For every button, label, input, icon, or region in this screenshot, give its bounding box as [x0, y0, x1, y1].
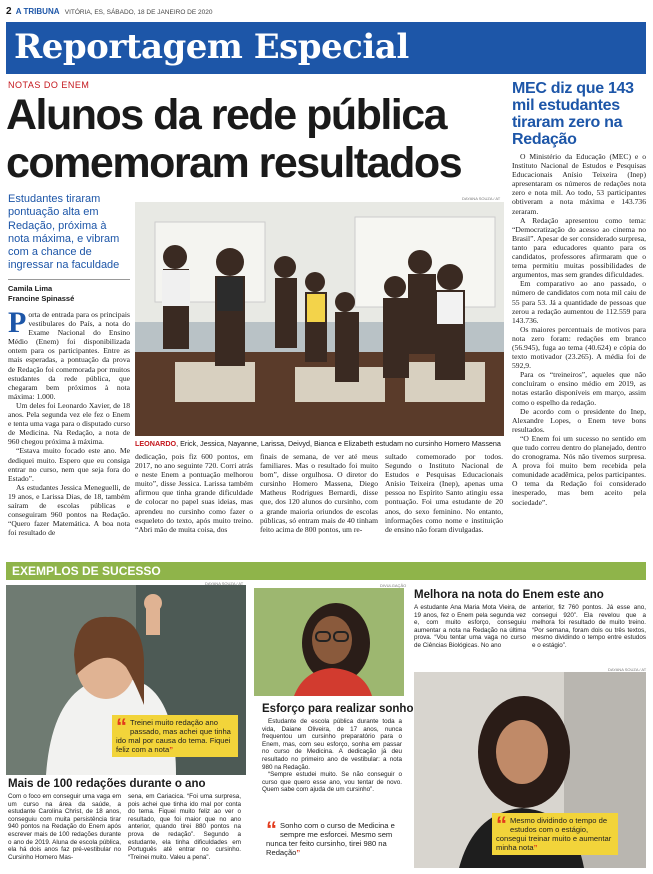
story2-photo-credit: DIVULGAÇÃO: [380, 583, 407, 588]
byline-rule: [8, 279, 130, 280]
story3-photo-credit: DAYANA SOUZA / AT: [608, 667, 647, 672]
kicker: NOTAS DO ENEM: [8, 80, 90, 90]
examples-banner: [6, 562, 646, 580]
byline-1: Camila Lima: [8, 284, 53, 293]
col1-p2: Um deles foi Leonardo Xavier, de 18 anos. Pela segunda vez ele fez o Enem e tenta uma vaga para o disputado curso de Medicina. Na Redação, a nota de 960 chegou próxima à máxima.: [8, 400, 130, 447]
col1-p3: “Estava muito focado este ano. Me dediquei muito. Espero que eu consiga entrar no curso, nem que seja fora do Estado”.: [8, 446, 130, 483]
col1-p4: As estudantes Jessica Meneguelli, de 19 anos, e Larissa Dias, de 18, também saíram de escolas públicas e conseguiram 960 pontos na Redação. “Quero fazer Matemática. A boa nota foi resultado de: [8, 482, 130, 538]
page-number: 2: [6, 6, 12, 17]
col1-p1: orta de entrada para os principais vestibulares do País, a nota do Exame Nacional do Ensino Médio (Enem) foi disponibilizada ontem para os participantes. Entre as mais esperadas, a pontuação da prova de Redação foi comemorada por muitos estudantes da rede pública, que chegaram bem próximos à nota máxima: 1.000.: [8, 310, 130, 401]
sidebar-headline: MEC diz que 143 mil estudantes tiraram zero na Redação: [512, 80, 634, 148]
examples-banner-title: EXEMPLOS DE SUCESSO: [12, 564, 161, 578]
students-photo-illustration: [135, 202, 504, 436]
story3-column-1: A estudante Ana Maria Mota Vieira, de 19 anos, fez o Enem pela segunda vez e, com muito esforço, conseguiu aumentar a nota na Redação na última prova. “Vou tentar uma vaga no curso de Ciências Biológicas. No ano: [414, 604, 526, 649]
sidebar-p3: Em comparativo ao ano passado, o número de candidatos com nota mil caiu de 55 para 53. Já a quantidade de pessoas que zerou a redação aumentou de 112.559 para 143.736.: [512, 279, 646, 325]
story3-quote-text: Mesmo dividindo o tempo de estudos com o estágio, consegui treinar muito e aumentar minha nota: [496, 816, 612, 853]
page-header: [6, 6, 646, 20]
main-photo-credit: DAYANA SOUZA / AT: [462, 196, 501, 201]
story1-column-1: Com o foco em conseguir uma vaga em um curso na área da saúde, a estudante Carolina Christ, de 18 anos, conseguiu com muita persistência tirar 940 pontos na Redação do Enem após escrever mais de 100 redações durante o ano de 2019. Aluna de escola pública, ela há dois anos faz pré-vestibular no Cursinho Homero Mas-: [8, 793, 121, 861]
story1-quote: [112, 715, 238, 757]
story2-photo: [254, 588, 404, 696]
main-column-2: dedicação, pois fiz 600 pontos, em 2017, no ano seguinte 720. Corri atrás e neste Enem a pontuação melhorou muito”, disse Jessica. Larissa também afirmou que tinha grande dificuldade de colocar no papel suas ideias, mas aprendeu no cursinho como fazer o esqueleto do texto, após muito treino. “Abri mão de muita coisa, dos: [135, 452, 253, 534]
sidebar-p5: Para os “treineiros”, aqueles que não concluíram o ensino médio em 2019, as notas estarão disponíveis em março, assim como o espelho da redação.: [512, 370, 646, 407]
story3-column-2: anterior, fiz 760 pontos. Já esse ano, consegui 920”. Ela revelou que a melhora foi resultado de muito treino. “Por semana, foram dois ou três textos, mesmo dividindo o tempo entre estudos e o estágio”.: [532, 604, 646, 649]
daiane-photo-illustration: [254, 588, 404, 696]
story1-column-2: sena, em Cariacica. “Foi uma surpresa, pois achei que tinha ido mal por conta do tema. Fiquei muito feliz ao ver o resultado, que foi maior que no ano anterior, quando tirei 880 pontos na prova de redação”. Segundo a estudante, ela tinha dificuldades em Português até entrar no cursinho. “Treinei muito. Valeu a pena”.: [128, 793, 241, 861]
story3-quote: [492, 813, 618, 855]
story1-photo-credit: DAYANA SOUZA / AT: [205, 581, 244, 586]
story1-headline: Mais de 100 redações durante o ano: [8, 778, 206, 790]
quote-close-icon: ”: [169, 745, 173, 755]
quote-open-icon: “: [116, 714, 127, 739]
caption-text: , Erick, Jessica, Nayanne, Larissa, Deivyd, Bianca e Elizabeth estudam no cursinho Homero Massena: [176, 439, 501, 448]
main-column-4: sultado comemorado por todos. Segundo o Instituto Nacional de Estudos e Pesquisas Educacionais Anísio Teixeira (Inep), apenas uma pessoa no Espírito Santo atingiu essa pontuação. Foi uma estudante de 20 anos, do sexo feminino. No entanto, informações como nome e instituição de ensino não foram divulgadas.: [385, 452, 503, 534]
story2-p2: “Sempre estudei muito. Se não conseguir o curso que quero esse ano, vou tentar de novo. Quem sabe com ajuda de um cursinho”.: [262, 771, 402, 794]
story1-quote-text: Treinei muito redação ano passado, mas achei que tinha ido mal por causa do tema. Fiquei feliz com a nota: [116, 718, 231, 755]
story2-p1: Estudante de escola pública durante toda a vida, Daiane Oliveira, de 17 anos, nunca frequentou um cursinho preparatório para o Enem, mas, com seu esforço, sonha em passar no curso de Medicina. A dedicação já deu resultado no primeiro ano de vestibular: a nota 980 na Redação.: [262, 718, 402, 771]
headline-line-2: comemoram resultados: [6, 139, 462, 187]
story2-quote-text: Sonho com o curso de Medicina e sempre me esforcei. Mesmo sem nunca ter feito cursinho, tirei 980 na Redação: [266, 821, 395, 858]
main-column-3: finais de semana, de ver até meus familiares. Mas o resultado foi muito bom”, disse orgulhosa. O diretor do cursinho Homero Massena, Diego Matheus Rodrigues Bernardi, disse que, dos 120 alunos do cursinho, com a grande maioria oriundos de escolas públicas, só entram mais de 40 tinham feito acima de 800 pontos, um re-: [260, 452, 378, 534]
sidebar-p7: “O Enem foi um sucesso no sentido em que tudo correu dentro do planejado, dentro do cronograma. Nós não tivemos surpresa. A prova foi muito bem recebida pela comunidade acadêmica, pelos participantes. O tema da Redação foi considerado inesperado, mas bem aceito pela sociedade”.: [512, 433, 646, 507]
headline-line-1: Alunos da rede pública: [6, 91, 447, 139]
story3-headline: Melhora na nota do Enem este ano: [414, 589, 604, 601]
sidebar-p2: A Redação apresentou como tema: “Democratização do acesso ao cinema no Brasil”. Apesar de ser considerado surpresa, tanto para educadores quanto para os candidatos, professores afirmaram que o tema permitiu muitas possibilidades de argumentos, mas sem grandes dificuldades.: [512, 215, 646, 280]
brand-name: A TRIBUNA: [15, 7, 60, 16]
story2-headline: Esforço para realizar sonho: [262, 703, 414, 715]
sidebar-p1: O Ministério da Educação (MEC) e o Instituto Nacional de Estudos e Pesquisas Educacionais Anísio Teixeira (Inep) apresentaram os números de redações nota zero e nota mil. Ao todo, 53 participantes obtiveram a nota máxima e 143.736 zeraram.: [512, 152, 646, 216]
quote-close-icon: ”: [296, 848, 301, 858]
section-banner: [6, 22, 646, 74]
story2-body: [262, 718, 402, 794]
sidebar-p4: Os maiores percentuais de motivos para nota zero foram: redações em branco (56.945), fuga ao tema (40.624) e cópia do texto motivador (23.265). A média foi de 592,9.: [512, 324, 646, 371]
quote-open-icon: “: [496, 812, 507, 837]
main-column-1: [8, 306, 130, 538]
main-photo: [135, 202, 504, 436]
sidebar-p6: De acordo com o presidente do Inep, Alexandre Lopes, o Enem teve bons resultados.: [512, 406, 646, 434]
quote-close-icon: ”: [533, 843, 538, 853]
dateline: VITÓRIA, ES, SÁBADO, 18 DE JANEIRO DE 2020: [64, 9, 213, 16]
sidebar-body: [512, 152, 646, 507]
main-photo-caption: [135, 439, 504, 448]
quote-open-icon: “: [266, 817, 277, 842]
deck: Estudantes tiraram pontuação alta em Redação, próxima à nota máxima, e vibram com a chance de ingressar na faculdade: [8, 193, 120, 272]
story2-quote: [262, 818, 404, 860]
section-banner-title: Reportagem Especial: [14, 27, 409, 67]
drop-cap: P: [8, 306, 27, 339]
byline-2: Francine Spinassé: [8, 294, 75, 303]
caption-name: LEONARDO: [135, 439, 177, 448]
